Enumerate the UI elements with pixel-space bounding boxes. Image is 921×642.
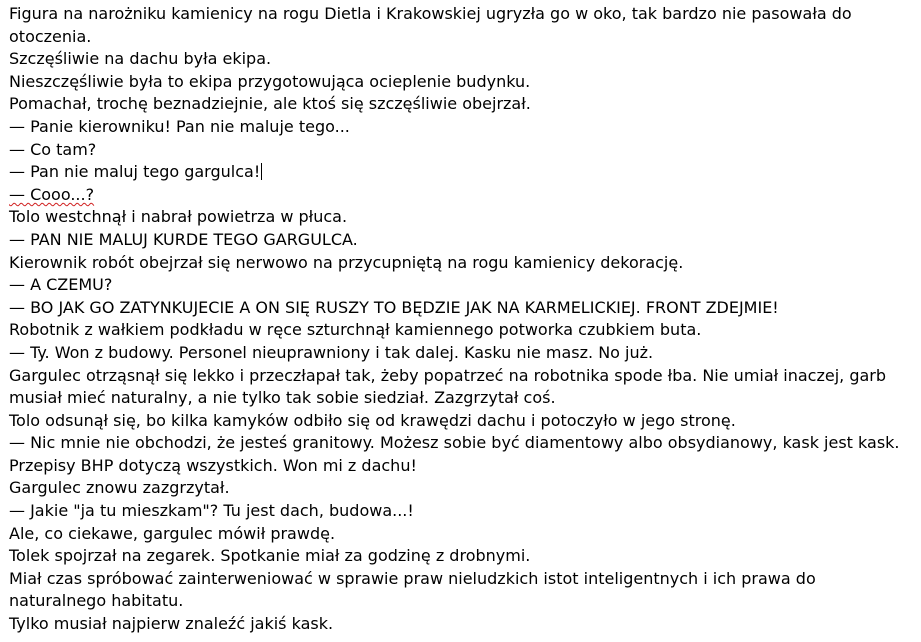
paragraph-6[interactable]: — Co tam?	[9, 139, 97, 159]
paragraph-19[interactable]: Gargulec znowu zazgrzytał.	[9, 478, 230, 498]
paragraph-4[interactable]: Pomachał, trochę beznadziejnie, ale ktoś się szczęśliwie obejrzał.	[9, 94, 531, 114]
paragraph-14[interactable]: Robotnik z wałkiem podkładu w ręce szturchnął kamiennego potworka czubkiem buta.	[9, 320, 702, 340]
paragraph-13[interactable]: — BO JAK GO ZATYNKUJECIE A ON SIĘ RUSZY TO BĘDZIE JAK NA KARMELICKIEJ. FRONT ZDEJMIE!	[9, 297, 779, 317]
paragraph-10[interactable]: — PAN NIE MALUJ KURDE TEGO GARGULCA.	[9, 229, 358, 249]
text-cursor	[261, 163, 262, 180]
paragraph-11[interactable]: Kierownik robót obejrzał się nerwowo na przycupniętą na rogu kamienicy dekorację.	[9, 252, 684, 272]
paragraph-21[interactable]: Ale, co ciekawe, gargulec mówił prawdę.	[9, 523, 336, 543]
paragraph-22[interactable]: Tolek spojrzał na zegarek. Spotkanie miał za godzinę z drobnymi.	[9, 546, 531, 566]
paragraph-5[interactable]: — Panie kierowniku! Pan nie maluje tego...	[9, 116, 350, 136]
paragraph-2[interactable]: Szczęśliwie na dachu była ekipa.	[9, 49, 272, 69]
spellcheck-underlined-text: — Cooo...?	[9, 184, 95, 204]
paragraph-24[interactable]: Tylko musiał najpierw znaleźć jakiś kask.	[9, 614, 334, 634]
paragraph-23[interactable]: Miał czas spróbować zainterweniować w sprawie praw nieludzkich istot inteligentnych i ich prawa do naturalnego habitatu.	[9, 568, 816, 611]
paragraph-15[interactable]: — Ty. Won z budowy. Personel nieuprawniony i tak dalej. Kasku nie masz. No już.	[9, 342, 654, 362]
paragraph-3[interactable]: Nieszczęśliwie była to ekipa przygotowująca ocieplenie budynku.	[9, 71, 531, 91]
paragraph-20[interactable]: — Jakie "ja tu mieszkam"? Tu jest dach, budowa...!	[9, 501, 414, 521]
paragraph-12[interactable]: — A CZEMU?	[9, 275, 113, 295]
paragraph-1[interactable]: Figura na narożniku kamienicy na rogu Dietla i Krakowskiej ugryzła go w oko, tak bardzo nie pasowała do otoczenia.	[9, 4, 852, 46]
paragraph-18[interactable]: — Nic mnie nie obchodzi, że jesteś granitowy. Możesz sobie być diamentowy albo obsydianowy, kask jest kask. Przepisy BHP dotyczą wszystkich. Won mi z dachu!	[9, 433, 900, 475]
paragraph-8[interactable]	[9, 184, 913, 207]
paragraph-16[interactable]: Gargulec otrząsnął się lekko i przeczłapał tak, żeby popatrzeć na robotnika spode łba. Nie umiał inaczej, garb musiał mieć naturalny, a nie tylko tak sobie siedział. Zazgrzytał coś.	[9, 365, 887, 408]
paragraph-7-text: — Pan nie maluj tego gargulca!	[9, 162, 261, 182]
paragraph-7[interactable]	[9, 161, 913, 184]
paragraph-17[interactable]: Tolo odsunął się, bo kilka kamyków odbiło się od krawędzi dachu i potoczyło w jego stronę.	[9, 410, 736, 430]
paragraph-9[interactable]: Tolo westchnął i nabrał powietrza w płuca.	[9, 207, 348, 227]
